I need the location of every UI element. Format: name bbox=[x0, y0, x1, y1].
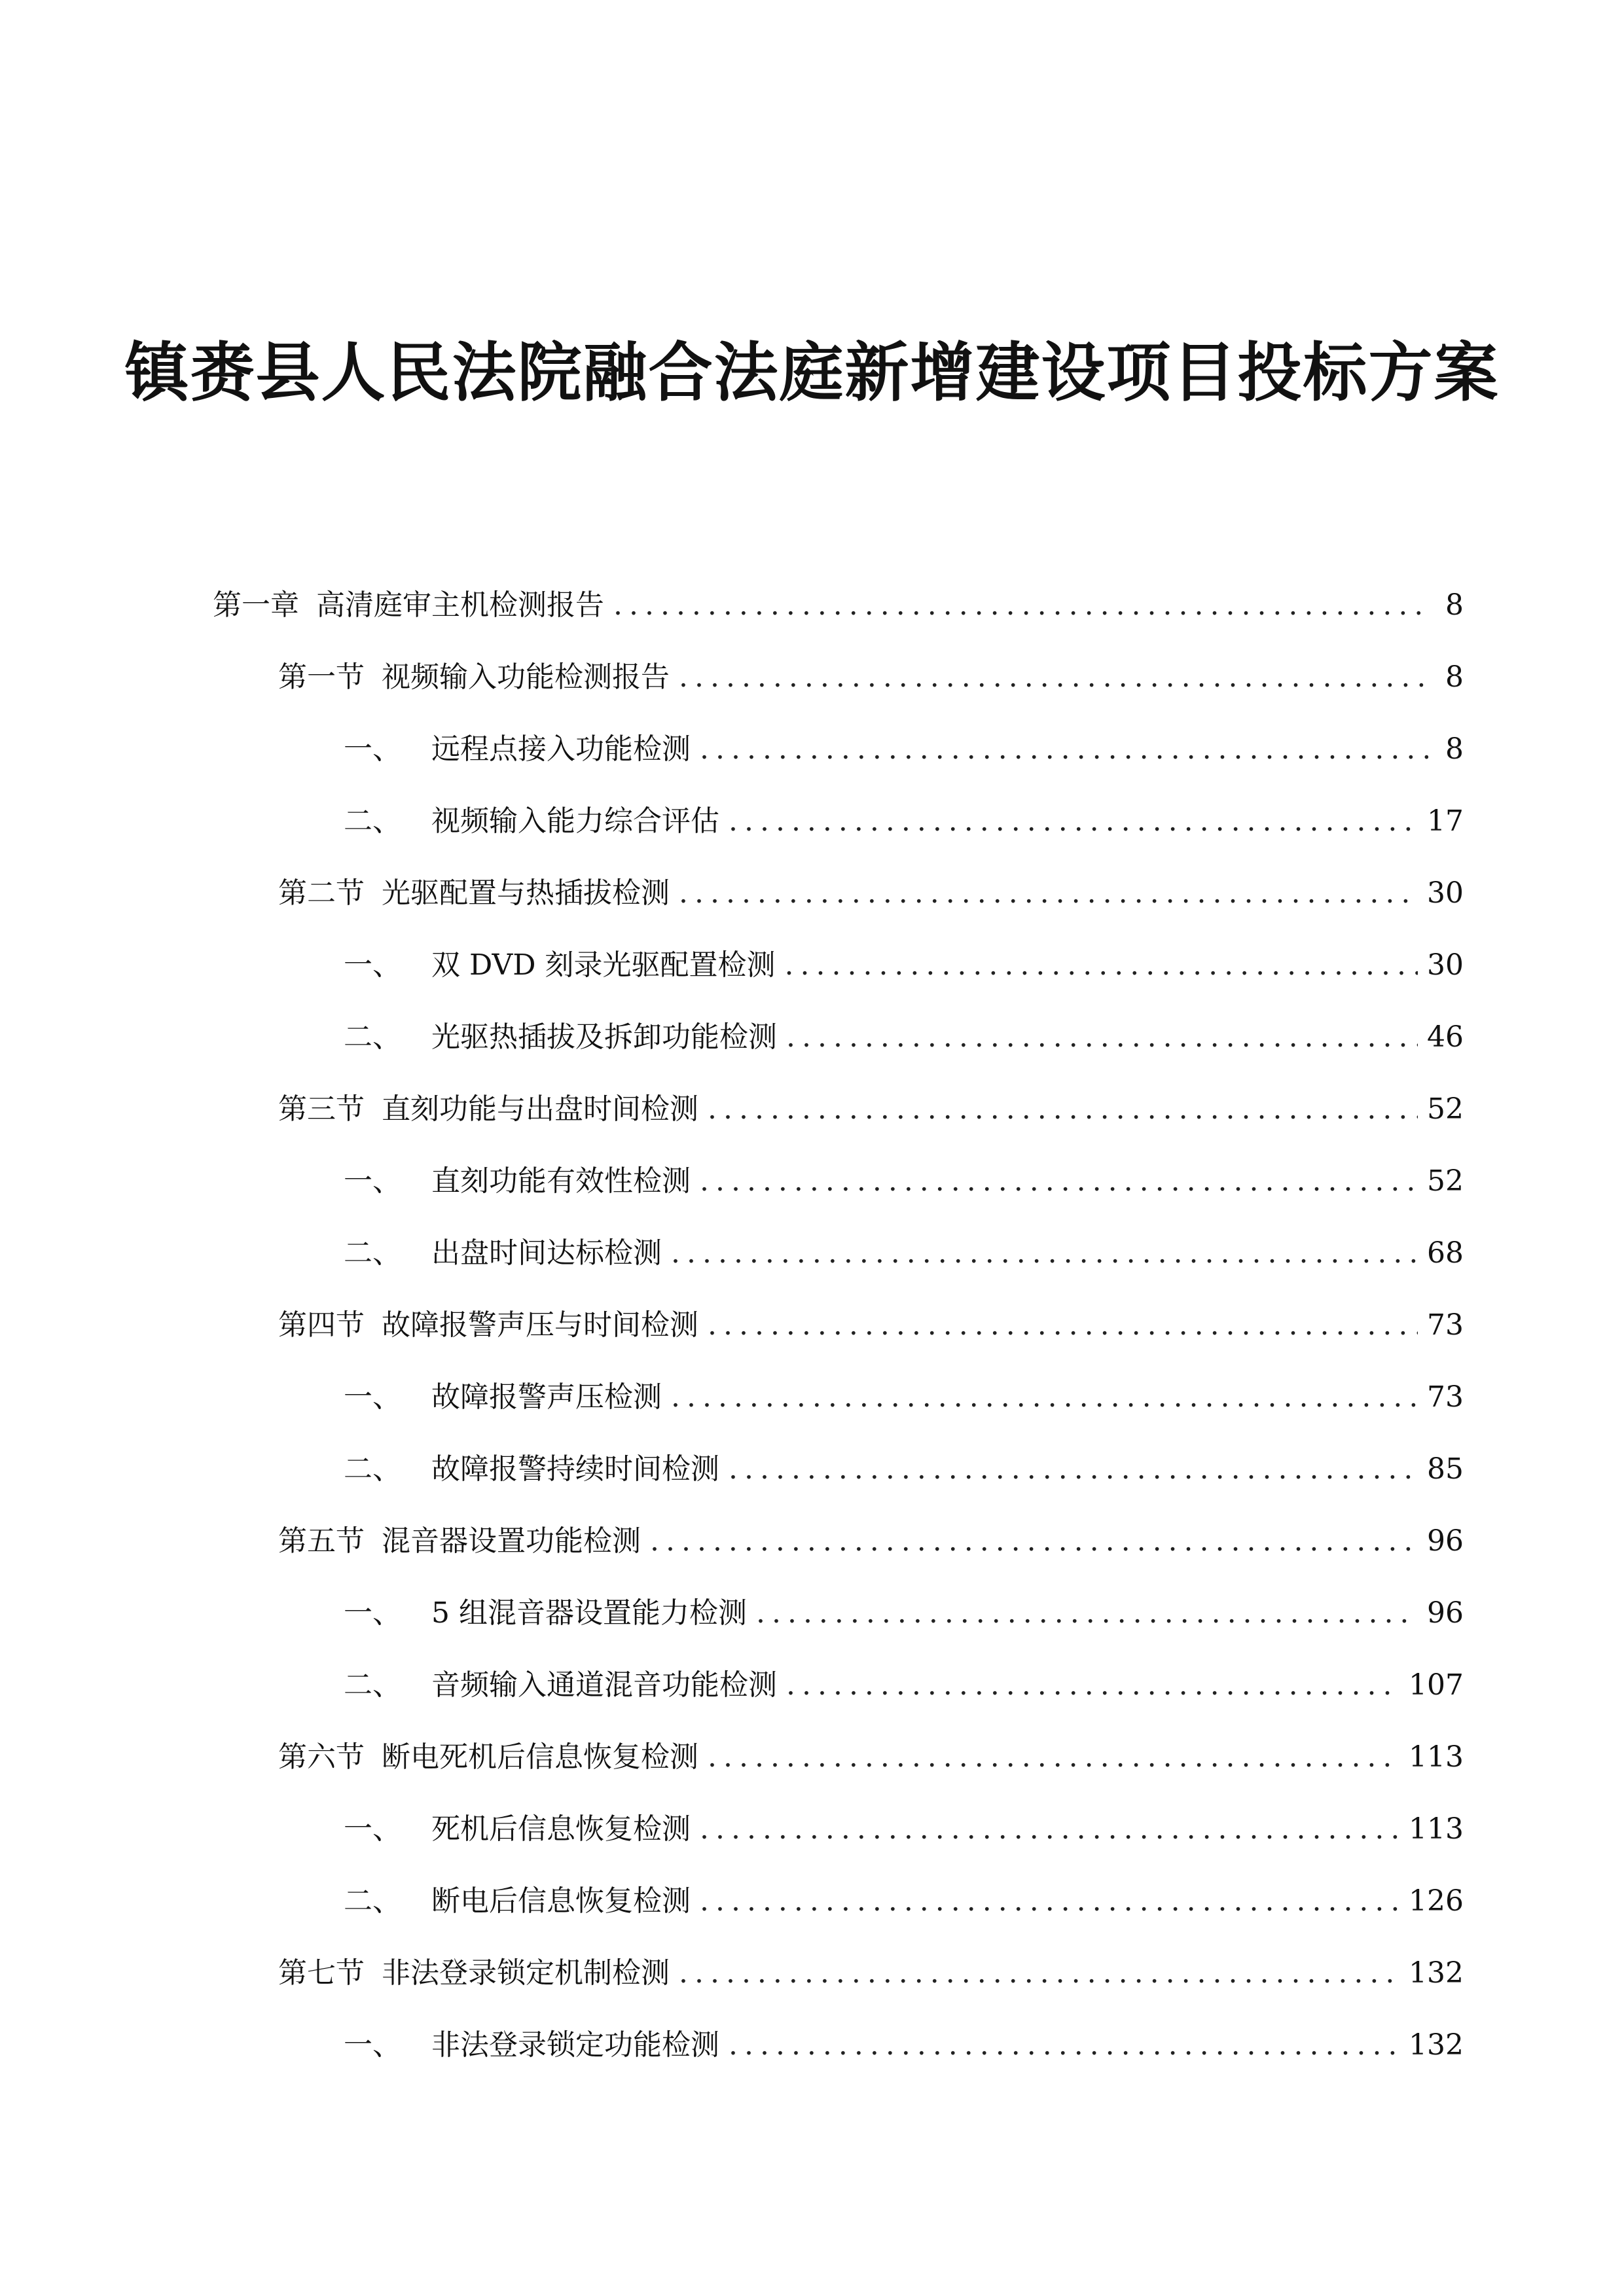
toc-entry-section-7[interactable] bbox=[0, 1937, 1624, 2009]
toc-entry-prefix: 一、 bbox=[344, 948, 401, 982]
toc-entry-prefix: 第七节 bbox=[278, 1956, 365, 1990]
toc-entry-prefix: 第四节 bbox=[278, 1308, 365, 1342]
toc-dot-leader bbox=[785, 929, 1418, 1001]
toc-entry-prefix: 二、 bbox=[344, 804, 401, 838]
toc-entry-prefix: 一、 bbox=[344, 1812, 401, 1846]
toc-entry-page-number: 46 bbox=[1427, 1020, 1464, 1054]
toc-entry-section-3[interactable] bbox=[0, 1073, 1624, 1145]
toc-dot-leader bbox=[700, 1145, 1418, 1217]
toc-dot-leader bbox=[613, 569, 1428, 641]
toc-entry-title: 5 组混音器设置能力检测 bbox=[431, 1596, 747, 1630]
toc-entry-item[interactable] bbox=[0, 1865, 1624, 1937]
toc-entry-section-2[interactable] bbox=[0, 857, 1624, 929]
toc-entry-title: 直刻功能有效性检测 bbox=[431, 1164, 691, 1198]
toc-entry-prefix: 二、 bbox=[344, 1236, 401, 1270]
toc-entry-page-number: 8 bbox=[1445, 660, 1464, 694]
toc-entry-title: 故障报警声压检测 bbox=[431, 1380, 662, 1414]
toc-entry-page-number: 96 bbox=[1427, 1596, 1464, 1630]
toc-entry-item[interactable] bbox=[0, 1145, 1624, 1217]
toc-entry-page-number: 73 bbox=[1427, 1380, 1464, 1414]
toc-dot-leader bbox=[708, 1721, 1399, 1793]
toc-entry-title: 音频输入通道混音功能检测 bbox=[431, 1668, 777, 1702]
toc-entry-title: 故障报警持续时间检测 bbox=[431, 1452, 719, 1486]
toc-entry-title: 远程点接入功能检测 bbox=[431, 732, 691, 766]
toc-dot-leader bbox=[729, 1433, 1418, 1505]
toc-entry-item[interactable] bbox=[0, 2009, 1624, 2081]
toc-entry-section-6[interactable] bbox=[0, 1721, 1624, 1793]
toc-entry-page-number: 30 bbox=[1427, 948, 1464, 982]
toc-entry-item[interactable] bbox=[0, 1649, 1624, 1721]
toc-dot-leader bbox=[679, 1937, 1399, 2009]
toc-entry-title: 死机后信息恢复检测 bbox=[431, 1812, 691, 1846]
toc-entry-prefix: 二、 bbox=[344, 1020, 401, 1054]
toc-entry-item[interactable] bbox=[0, 929, 1624, 1001]
toc-entry-prefix: 二、 bbox=[344, 1668, 401, 1702]
toc-entry-chapter-1[interactable] bbox=[0, 569, 1624, 641]
toc-entry-prefix: 第六节 bbox=[278, 1740, 365, 1774]
toc-entry-title: 断电死机后信息恢复检测 bbox=[382, 1740, 698, 1774]
toc-entry-title: 光驱热插拔及拆卸功能检测 bbox=[431, 1020, 777, 1054]
toc-entry-prefix: 一、 bbox=[344, 1164, 401, 1198]
toc-entry-prefix: 第二节 bbox=[278, 876, 365, 910]
toc-entry-page-number: 113 bbox=[1409, 1740, 1464, 1774]
toc-entry-item[interactable] bbox=[0, 785, 1624, 857]
toc-entry-page-number: 132 bbox=[1409, 2028, 1464, 2062]
toc-entry-item[interactable] bbox=[0, 1433, 1624, 1505]
toc-dot-leader bbox=[700, 713, 1428, 785]
toc-entry-page-number: 52 bbox=[1427, 1092, 1464, 1126]
toc-dot-leader bbox=[786, 1649, 1399, 1721]
toc-entry-page-number: 52 bbox=[1427, 1164, 1464, 1198]
table-of-contents bbox=[0, 569, 1624, 2081]
toc-entry-item[interactable] bbox=[0, 1793, 1624, 1865]
toc-dot-leader bbox=[671, 1217, 1418, 1289]
toc-dot-leader bbox=[700, 1865, 1399, 1937]
toc-dot-leader bbox=[756, 1577, 1418, 1649]
toc-entry-title: 视频输入功能检测报告 bbox=[382, 660, 670, 694]
toc-entry-prefix: 二、 bbox=[344, 1884, 401, 1918]
toc-entry-title: 光驱配置与热插拔检测 bbox=[382, 876, 670, 910]
toc-entry-prefix: 第三节 bbox=[278, 1092, 365, 1126]
toc-entry-page-number: 17 bbox=[1427, 804, 1464, 838]
toc-dot-leader bbox=[729, 785, 1418, 857]
toc-dot-leader bbox=[729, 2009, 1399, 2081]
toc-entry-page-number: 85 bbox=[1427, 1452, 1464, 1486]
toc-dot-leader bbox=[708, 1289, 1418, 1361]
toc-entry-page-number: 107 bbox=[1409, 1668, 1464, 1702]
toc-entry-prefix: 第一章 bbox=[213, 588, 299, 622]
toc-dot-leader bbox=[679, 857, 1418, 929]
toc-entry-prefix: 第一节 bbox=[278, 660, 365, 694]
toc-entry-section-1[interactable] bbox=[0, 641, 1624, 713]
toc-entry-page-number: 8 bbox=[1445, 732, 1464, 766]
toc-entry-item[interactable] bbox=[0, 713, 1624, 785]
toc-dot-leader bbox=[786, 1001, 1418, 1073]
toc-entry-title: 高清庭审主机检测报告 bbox=[316, 588, 604, 622]
toc-entry-prefix: 一、 bbox=[344, 2028, 401, 2062]
toc-entry-section-4[interactable] bbox=[0, 1289, 1624, 1361]
toc-entry-item[interactable] bbox=[0, 1577, 1624, 1649]
toc-entry-item[interactable] bbox=[0, 1361, 1624, 1433]
toc-entry-page-number: 113 bbox=[1409, 1812, 1464, 1846]
toc-entry-section-5[interactable] bbox=[0, 1505, 1624, 1577]
toc-entry-title: 断电后信息恢复检测 bbox=[431, 1884, 691, 1918]
toc-entry-page-number: 126 bbox=[1409, 1884, 1464, 1918]
toc-entry-item[interactable] bbox=[0, 1001, 1624, 1073]
toc-dot-leader bbox=[708, 1073, 1418, 1145]
toc-entry-prefix: 一、 bbox=[344, 732, 401, 766]
toc-entry-item[interactable] bbox=[0, 1217, 1624, 1289]
toc-entry-title: 双 DVD 刻录光驱配置检测 bbox=[431, 948, 776, 982]
document-title: 镇赉县人民法院融合法庭新增建设项目投标方案 bbox=[124, 336, 1500, 410]
toc-entry-page-number: 73 bbox=[1427, 1308, 1464, 1342]
toc-dot-leader bbox=[700, 1793, 1399, 1865]
toc-entry-page-number: 30 bbox=[1427, 876, 1464, 910]
toc-entry-prefix: 二、 bbox=[344, 1452, 401, 1486]
toc-entry-title: 直刻功能与出盘时间检测 bbox=[382, 1092, 698, 1126]
toc-entry-prefix: 第五节 bbox=[278, 1524, 365, 1558]
toc-dot-leader bbox=[650, 1505, 1418, 1577]
toc-entry-title: 非法登录锁定机制检测 bbox=[382, 1956, 670, 1990]
toc-entry-title: 视频输入能力综合评估 bbox=[431, 804, 719, 838]
toc-entry-page-number: 132 bbox=[1409, 1956, 1464, 1990]
toc-entry-title: 非法登录锁定功能检测 bbox=[431, 2028, 719, 2062]
toc-entry-title: 混音器设置功能检测 bbox=[382, 1524, 641, 1558]
toc-entry-title: 出盘时间达标检测 bbox=[431, 1236, 662, 1270]
toc-dot-leader bbox=[679, 641, 1428, 713]
toc-entry-prefix: 一、 bbox=[344, 1380, 401, 1414]
toc-entry-title: 故障报警声压与时间检测 bbox=[382, 1308, 698, 1342]
toc-dot-leader bbox=[671, 1361, 1418, 1433]
toc-entry-page-number: 8 bbox=[1445, 588, 1464, 622]
toc-entry-prefix: 一、 bbox=[344, 1596, 401, 1630]
toc-entry-page-number: 96 bbox=[1427, 1524, 1464, 1558]
toc-entry-page-number: 68 bbox=[1427, 1236, 1464, 1270]
